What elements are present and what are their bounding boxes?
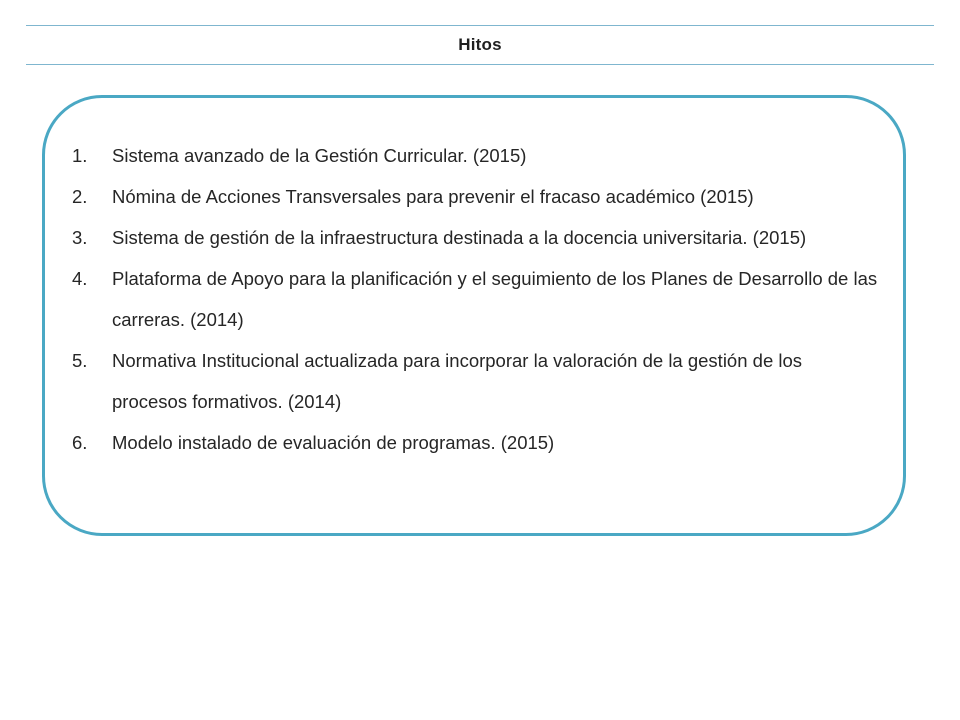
item-number: 1.: [72, 145, 88, 166]
item-number: 4.: [72, 268, 88, 289]
item-number: 3.: [72, 227, 88, 248]
page-title: Hitos: [458, 35, 502, 54]
list-item: [72, 135, 882, 176]
list-item: [72, 217, 882, 258]
milestones-box: [42, 95, 906, 536]
list-item: [72, 176, 882, 217]
list-item: [72, 340, 882, 422]
milestones-list: [72, 135, 882, 463]
item-number: 2.: [72, 186, 88, 207]
item-text: Plataforma de Apoyo para la planificación y el seguimiento de los Planes de Desarrollo de las carreras. (2014): [112, 268, 878, 330]
item-text: Sistema de gestión de la infraestructura destinada a la docencia universitaria. (2015): [112, 227, 807, 248]
header-band: [26, 25, 934, 65]
item-number: 6.: [72, 432, 88, 453]
item-text: Nómina de Acciones Transversales para prevenir el fracaso académico (2015): [112, 186, 754, 207]
list-item: [72, 422, 882, 463]
item-text: Sistema avanzado de la Gestión Curricular. (2015): [112, 145, 527, 166]
item-text: Normativa Institucional actualizada para incorporar la valoración de la gestión de los procesos formativos. (2014): [112, 350, 803, 412]
list-item: [72, 258, 882, 340]
item-number: 5.: [72, 350, 88, 371]
item-text: Modelo instalado de evaluación de programas. (2015): [112, 432, 555, 453]
